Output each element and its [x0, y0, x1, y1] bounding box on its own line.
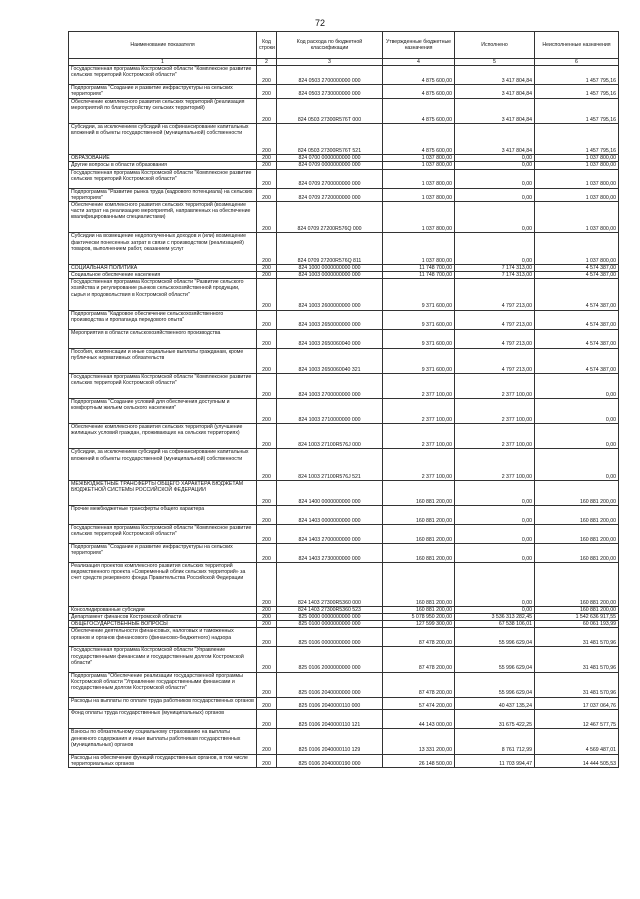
table-row [69, 123, 619, 154]
row-name: МЕЖБЮДЖЕТНЫЕ ТРАНСФЕРТЫ ОБЩЕГО ХАРАКТЕРА БЮДЖЕТАМ БЮДЖЕТНОЙ СИСТЕМЫ РОССИЙСКОЙ ФЕДЕРАЦИИ [69, 480, 257, 505]
row-unexecuted: 1 037 800,00 [535, 169, 619, 188]
row-unexecuted: 60 061 193,99 [535, 621, 619, 628]
column-number: 4 [383, 59, 455, 66]
row-name: Государственная программа Костромской области "Комплексное развитие сельских территорий Костромской области" [69, 524, 257, 543]
row-expense-code: 824 1003 2700000000 000 [277, 373, 383, 398]
row-executed: 0,00 [455, 188, 535, 201]
row-executed: 8 761 712,99 [455, 729, 535, 754]
row-line-code: 200 [257, 424, 277, 449]
row-line-code: 200 [257, 264, 277, 271]
column-number: 2 [257, 59, 277, 66]
row-expense-code: 825 0100 0000000000 000 [277, 621, 383, 628]
row-name: Субсидии, за исключением субсидий на софинансирование капитальных вложений в объекты государственной (муниципальной) собственности [69, 123, 257, 154]
table-row [69, 98, 619, 123]
table-row [69, 424, 619, 449]
row-unexecuted: 0,00 [535, 424, 619, 449]
row-unexecuted: 1 457 795,16 [535, 66, 619, 85]
row-expense-code: 824 0503 2730000000 000 [277, 85, 383, 98]
row-approved: 13 331 200,00 [383, 729, 455, 754]
row-unexecuted: 1 037 800,00 [535, 155, 619, 162]
row-line-code: 200 [257, 66, 277, 85]
row-unexecuted: 4 574 387,00 [535, 329, 619, 348]
row-unexecuted: 1 542 636 917,55 [535, 613, 619, 620]
row-unexecuted: 17 037 064,76 [535, 697, 619, 710]
table-row [69, 543, 619, 562]
table-row [69, 373, 619, 398]
row-approved: 1 037 800,00 [383, 202, 455, 233]
page-number: 72 [314, 18, 325, 28]
row-line-code: 200 [257, 398, 277, 423]
column-number: 1 [69, 59, 257, 66]
row-approved: 160 881 200,00 [383, 562, 455, 606]
table-row [69, 647, 619, 672]
row-expense-code: 824 1403 27300R5360 523 [277, 606, 383, 613]
row-unexecuted: 160 881 200,00 [535, 505, 619, 524]
table-row [69, 271, 619, 278]
row-name: Расходы на обеспечение функций государственных органов, в том числе территориальных органов [69, 754, 257, 767]
row-name: Департамент финансов Костромской области [69, 613, 257, 620]
row-executed: 3 417 804,84 [455, 123, 535, 154]
row-unexecuted: 14 444 505,53 [535, 754, 619, 767]
row-name: Государственная программа Костромской области "Комплексное развитие сельских территорий Костромской области" [69, 66, 257, 85]
row-name: Консолидированные субсидии [69, 606, 257, 613]
row-line-code: 200 [257, 233, 277, 264]
row-approved: 4 875 600,00 [383, 123, 455, 154]
row-expense-code: 824 0709 2720000000 000 [277, 188, 383, 201]
row-line-code: 200 [257, 628, 277, 647]
row-executed: 3 417 804,84 [455, 98, 535, 123]
row-line-code: 200 [257, 162, 277, 169]
table-row [69, 628, 619, 647]
row-executed: 0,00 [455, 233, 535, 264]
table-row [69, 562, 619, 606]
row-approved: 160 881 200,00 [383, 480, 455, 505]
row-expense-code: 824 0503 27300R576Т 000 [277, 98, 383, 123]
table-row [69, 613, 619, 620]
row-line-code: 200 [257, 169, 277, 188]
header-expense-code: Код расхода по бюджетной классификации [277, 32, 383, 59]
row-unexecuted: 4 574 387,00 [535, 279, 619, 310]
row-name: Государственная программа Костромской области "Развитие сельского хозяйства и регулирование рынков сельскохозяйственной продукции, сырья и продовольствия в Костромской области" [69, 279, 257, 310]
table-row [69, 310, 619, 329]
row-unexecuted: 160 881 200,00 [535, 543, 619, 562]
row-line-code: 200 [257, 606, 277, 613]
row-name: ОБЩЕГОСУДАРСТВЕННЫЕ ВОПРОСЫ [69, 621, 257, 628]
row-expense-code: 825 0106 2040000110 000 [277, 697, 383, 710]
row-line-code: 200 [257, 613, 277, 620]
row-unexecuted: 4 574 387,00 [535, 348, 619, 373]
row-approved: 9 371 600,00 [383, 310, 455, 329]
row-executed: 0,00 [455, 480, 535, 505]
row-unexecuted: 12 467 577,75 [535, 710, 619, 729]
row-approved: 2 377 100,00 [383, 424, 455, 449]
table-row [69, 279, 619, 310]
row-name: Подпрограмма "Создание и развитие инфраструктуры на сельских территориях" [69, 543, 257, 562]
row-approved: 44 143 000,00 [383, 710, 455, 729]
row-approved: 87 478 200,00 [383, 647, 455, 672]
row-expense-code: 824 1003 2710000000 000 [277, 398, 383, 423]
row-unexecuted: 1 457 795,16 [535, 85, 619, 98]
row-executed: 2 377 100,00 [455, 398, 535, 423]
row-executed: 0,00 [455, 505, 535, 524]
header-unexecuted: Неисполненные назначения [535, 32, 619, 59]
row-name: Фонд оплаты труда государственных (муниципальных) органов [69, 710, 257, 729]
row-unexecuted: 31 481 570,96 [535, 628, 619, 647]
row-approved: 87 478 200,00 [383, 672, 455, 697]
row-expense-code: 824 0709 27200R576Q 811 [277, 233, 383, 264]
column-number: 3 [277, 59, 383, 66]
row-unexecuted: 0,00 [535, 398, 619, 423]
row-name: Подпрограмма "Развитие рынка труда (кадрового потенциала) на сельских территориях" [69, 188, 257, 201]
row-executed: 0,00 [455, 524, 535, 543]
row-expense-code: 825 0106 2040000110 129 [277, 729, 383, 754]
row-expense-code: 824 1003 2650060040 321 [277, 348, 383, 373]
table-row [69, 449, 619, 480]
row-approved: 9 371 600,00 [383, 348, 455, 373]
header-approved: Утвержденные бюджетные назначения [383, 32, 455, 59]
row-name: Субсидии, за исключением субсидий на софинансирование капитальных вложений в объекты государственной (муниципальной) собственности [69, 449, 257, 480]
row-expense-code: 824 1003 27100R576J 521 [277, 449, 383, 480]
row-approved: 87 478 200,00 [383, 628, 455, 647]
row-executed: 55 996 629,04 [455, 647, 535, 672]
header-line-code: Код строки [257, 32, 277, 59]
row-expense-code: 824 1403 0000000000 000 [277, 505, 383, 524]
row-executed: 4 797 213,00 [455, 329, 535, 348]
table-row [69, 505, 619, 524]
row-approved: 160 881 200,00 [383, 543, 455, 562]
row-approved: 11 748 700,00 [383, 271, 455, 278]
table-row [69, 188, 619, 201]
row-line-code: 200 [257, 621, 277, 628]
row-line-code: 200 [257, 710, 277, 729]
row-expense-code: 824 0503 27300R576Т 521 [277, 123, 383, 154]
row-line-code: 200 [257, 373, 277, 398]
budget-table [68, 31, 619, 768]
row-executed: 40 437 135,24 [455, 697, 535, 710]
row-expense-code: 825 0106 2040000190 000 [277, 754, 383, 767]
row-expense-code: 824 1003 2650060040 000 [277, 329, 383, 348]
row-approved: 2 377 100,00 [383, 449, 455, 480]
row-approved: 2 377 100,00 [383, 373, 455, 398]
row-unexecuted: 4 574 387,00 [535, 310, 619, 329]
row-line-code: 200 [257, 348, 277, 373]
row-unexecuted: 160 881 200,00 [535, 562, 619, 606]
table-row [69, 754, 619, 767]
row-expense-code: 824 0709 2700000000 000 [277, 169, 383, 188]
row-line-code: 200 [257, 697, 277, 710]
row-line-code: 200 [257, 672, 277, 697]
row-executed: 11 703 994,47 [455, 754, 535, 767]
row-approved: 4 875 600,00 [383, 66, 455, 85]
header-name: Наименование показателя [69, 32, 257, 59]
row-unexecuted: 31 481 570,96 [535, 647, 619, 672]
row-name: Реализация проектов комплексного развития сельских территорий ведомственного проекта «Современный облик сельских территорий» за счет средств резервного фонда Правительства Российской Федерации [69, 562, 257, 606]
row-executed: 3 417 804,84 [455, 85, 535, 98]
table-row [69, 329, 619, 348]
row-unexecuted: 0,00 [535, 373, 619, 398]
row-line-code: 200 [257, 449, 277, 480]
table-row [69, 710, 619, 729]
row-executed: 55 996 629,04 [455, 628, 535, 647]
row-expense-code: 824 0709 0000000000 000 [277, 162, 383, 169]
table-row [69, 398, 619, 423]
row-line-code: 200 [257, 98, 277, 123]
row-unexecuted: 4 569 487,01 [535, 729, 619, 754]
table-row [69, 233, 619, 264]
row-name: Мероприятия в области сельскохозяйственного производства [69, 329, 257, 348]
row-line-code: 200 [257, 279, 277, 310]
row-name: Подпрограмма "Создание условий для обеспечения доступным и комфортным жильем сельского населения" [69, 398, 257, 423]
row-name: Подпрограмма "Кадровое обеспечение сельскохозяйственного производства и пропаганда передового опыта" [69, 310, 257, 329]
row-approved: 9 371 600,00 [383, 279, 455, 310]
row-line-code: 200 [257, 543, 277, 562]
column-number-row [69, 59, 619, 66]
row-name: Подпрограмма "Обеспечение реализации государственной программы Костромской области "Управление государственными финансами и государственным долгом Костромской области" [69, 672, 257, 697]
row-approved: 127 599 300,00 [383, 621, 455, 628]
table-row [69, 348, 619, 373]
row-unexecuted: 1 037 800,00 [535, 202, 619, 233]
row-name: Обеспечение комплексного развития сельских территорий (улучшение жилищных условий граждан, проживающих на сельских территориях) [69, 424, 257, 449]
row-approved: 26 148 500,00 [383, 754, 455, 767]
row-name: Расходы на выплаты по оплате труда работников государственных органов [69, 697, 257, 710]
row-line-code: 200 [257, 155, 277, 162]
row-executed: 0,00 [455, 562, 535, 606]
row-expense-code: 824 1000 0000000000 000 [277, 264, 383, 271]
row-expense-code: 824 1003 2650000000 000 [277, 310, 383, 329]
column-number: 5 [455, 59, 535, 66]
row-unexecuted: 0,00 [535, 449, 619, 480]
row-line-code: 200 [257, 329, 277, 348]
row-expense-code: 824 1403 2730000000 000 [277, 543, 383, 562]
row-expense-code: 824 0503 2700000000 000 [277, 66, 383, 85]
row-name: Обеспечение комплексного развития сельских территорий (возмещение части затрат на реализацию мероприятий, направленных на обеспечение квалифицированными специалистами) [69, 202, 257, 233]
row-expense-code: 825 0106 2040000000 000 [277, 672, 383, 697]
row-name: Другие вопросы в области образования [69, 162, 257, 169]
row-executed: 4 797 213,00 [455, 348, 535, 373]
row-expense-code: 824 1403 2700000000 000 [277, 524, 383, 543]
row-expense-code: 824 1003 2600000000 000 [277, 279, 383, 310]
row-approved: 1 037 800,00 [383, 233, 455, 264]
row-unexecuted: 160 881 200,00 [535, 480, 619, 505]
row-line-code: 200 [257, 754, 277, 767]
row-unexecuted: 1 037 800,00 [535, 188, 619, 201]
row-executed: 2 377 100,00 [455, 424, 535, 449]
row-unexecuted: 1 037 800,00 [535, 233, 619, 264]
row-expense-code: 824 1400 0000000000 000 [277, 480, 383, 505]
row-expense-code: 824 1003 27100R576J 000 [277, 424, 383, 449]
row-line-code: 200 [257, 123, 277, 154]
table-body [69, 66, 619, 768]
row-name: Пособия, компенсации и иные социальные выплаты гражданам, кроме публичных нормативных обязательств [69, 348, 257, 373]
row-name: Прочие межбюджетные трансферты общего характера [69, 505, 257, 524]
row-expense-code: 825 0106 0000000000 000 [277, 628, 383, 647]
row-expense-code: 824 1403 27300R5360 000 [277, 562, 383, 606]
row-line-code: 200 [257, 85, 277, 98]
row-unexecuted: 1 457 795,16 [535, 123, 619, 154]
row-unexecuted: 4 574 387,00 [535, 271, 619, 278]
table-row [69, 697, 619, 710]
row-approved: 4 875 600,00 [383, 98, 455, 123]
row-name: Государственная программа Костромской области "Комплексное развитие сельских территорий Костромской области" [69, 373, 257, 398]
row-approved: 2 377 100,00 [383, 398, 455, 423]
row-unexecuted: 160 881 200,00 [535, 524, 619, 543]
row-line-code: 200 [257, 188, 277, 201]
row-name: Субсидии на возмещение недополученных доходов и (или) возмещение фактически понесенных затрат в связи с производством (реализацией) товаров, выполнением работ, оказанием услуг [69, 233, 257, 264]
row-unexecuted: 1 457 795,16 [535, 98, 619, 123]
row-executed: 31 675 422,25 [455, 710, 535, 729]
row-executed: 4 797 213,00 [455, 279, 535, 310]
row-name: Государственная программа Костромской области "Управление государственными финансами и государственным долгом Костромской области" [69, 647, 257, 672]
table-row [69, 672, 619, 697]
row-executed: 7 174 313,00 [455, 271, 535, 278]
row-name: Государственная программа Костромской области "Комплексное развитие сельских территорий Костромской области" [69, 169, 257, 188]
table-row [69, 85, 619, 98]
row-executed: 2 377 100,00 [455, 449, 535, 480]
row-line-code: 200 [257, 271, 277, 278]
row-name: Подпрограмма "Создание и развитие инфраструктуры на сельских территориях" [69, 85, 257, 98]
row-executed: 2 377 100,00 [455, 373, 535, 398]
row-name: СОЦИАЛЬНАЯ ПОЛИТИКА [69, 264, 257, 271]
row-name: Взносы по обязательному социальному страхованию на выплаты денежного содержания и иные выплаты работникам государственных (муниципальных) органов [69, 729, 257, 754]
row-name: Обеспечение деятельности финансовых, налоговых и таможенных органов и органов финансового (финансово-бюджетного) надзора [69, 628, 257, 647]
row-approved: 4 875 600,00 [383, 85, 455, 98]
table-row [69, 155, 619, 162]
row-executed: 55 996 629,04 [455, 672, 535, 697]
row-approved: 1 037 800,00 [383, 169, 455, 188]
row-line-code: 200 [257, 647, 277, 672]
row-line-code: 200 [257, 505, 277, 524]
row-unexecuted: 1 037 800,00 [535, 162, 619, 169]
row-unexecuted: 31 481 570,96 [535, 672, 619, 697]
row-executed: 0,00 [455, 169, 535, 188]
column-number: 6 [535, 59, 619, 66]
row-line-code: 200 [257, 562, 277, 606]
row-expense-code: 824 0700 0000000000 000 [277, 155, 383, 162]
row-approved: 1 037 800,00 [383, 162, 455, 169]
row-line-code: 200 [257, 729, 277, 754]
row-approved: 11 748 700,00 [383, 264, 455, 271]
header-executed: Исполнено [455, 32, 535, 59]
row-line-code: 200 [257, 202, 277, 233]
row-executed: 4 797 213,00 [455, 310, 535, 329]
row-unexecuted: 4 574 387,00 [535, 264, 619, 271]
row-executed: 0,00 [455, 606, 535, 613]
row-approved: 57 474 200,00 [383, 697, 455, 710]
row-executed: 0,00 [455, 162, 535, 169]
row-name: Социальное обеспечение населения [69, 271, 257, 278]
row-expense-code: 825 0106 2040000110 121 [277, 710, 383, 729]
table-row [69, 264, 619, 271]
row-expense-code: 824 1003 0000000000 000 [277, 271, 383, 278]
table-row [69, 729, 619, 754]
row-expense-code: 825 0000 0000000000 000 [277, 613, 383, 620]
row-line-code: 200 [257, 480, 277, 505]
table-row [69, 480, 619, 505]
row-approved: 5 078 950 200,00 [383, 613, 455, 620]
table-row [69, 66, 619, 85]
row-approved: 1 037 800,00 [383, 155, 455, 162]
table-row [69, 524, 619, 543]
table-row [69, 162, 619, 169]
row-expense-code: 824 0709 27200R576Q 000 [277, 202, 383, 233]
row-line-code: 200 [257, 310, 277, 329]
row-approved: 9 371 600,00 [383, 329, 455, 348]
row-approved: 160 881 200,00 [383, 606, 455, 613]
row-executed: 3 417 804,84 [455, 66, 535, 85]
row-executed: 3 536 313 282,45 [455, 613, 535, 620]
row-approved: 160 881 200,00 [383, 505, 455, 524]
row-executed: 67 538 106,01 [455, 621, 535, 628]
row-expense-code: 825 0106 2000000000 000 [277, 647, 383, 672]
row-name: ОБРАЗОВАНИЕ [69, 155, 257, 162]
row-name: Обеспечение комплексного развития сельских территорий (реализация мероприятий по благоустройству сельских территорий) [69, 98, 257, 123]
row-executed: 0,00 [455, 543, 535, 562]
row-executed: 0,00 [455, 202, 535, 233]
table-row [69, 169, 619, 188]
row-approved: 1 037 800,00 [383, 188, 455, 201]
row-executed: 7 174 313,00 [455, 264, 535, 271]
table-header-row [69, 32, 619, 59]
table-row [69, 621, 619, 628]
row-unexecuted: 160 881 200,00 [535, 606, 619, 613]
table-row [69, 202, 619, 233]
row-executed: 0,00 [455, 155, 535, 162]
table-row [69, 606, 619, 613]
row-approved: 160 881 200,00 [383, 524, 455, 543]
row-line-code: 200 [257, 524, 277, 543]
